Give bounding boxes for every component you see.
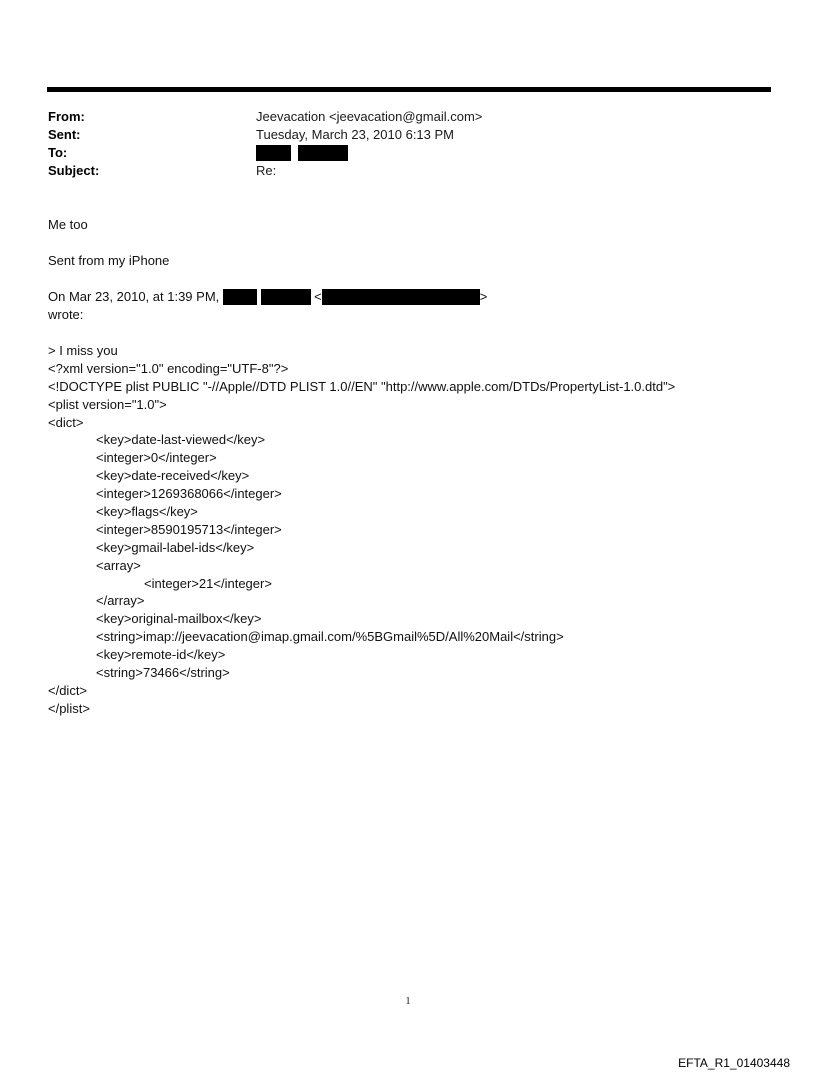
- redaction-box: [261, 289, 311, 305]
- xml-line: <integer>0</integer>: [96, 450, 217, 466]
- xml-line: <!DOCTYPE plist PUBLIC "-//Apple//DTD PLIST 1.0//EN" "http://www.apple.com/DTDs/PropertyList-1.0.dtd">: [48, 378, 676, 394]
- xml-line: <key>flags</key>: [96, 504, 198, 520]
- xml-line: <integer>1269368066</integer>: [96, 486, 282, 502]
- redaction-box: [256, 145, 291, 161]
- xml-line: </array>: [96, 593, 145, 609]
- from-label: From:: [48, 109, 85, 124]
- to-row: [48, 144, 748, 162]
- quote-intro: [48, 288, 487, 306]
- sent-row: [48, 126, 748, 144]
- xml-line: <?xml version="1.0" encoding="UTF-8"?>: [48, 360, 289, 376]
- sent-label: Sent:: [48, 127, 81, 142]
- xml-line: <key>remote-id</key>: [96, 647, 226, 663]
- xml-line: </dict>: [48, 682, 88, 698]
- xml-line: <dict>: [48, 414, 84, 430]
- to-value: [256, 144, 348, 162]
- xml-line: <key>gmail-label-ids</key>: [96, 539, 255, 555]
- redaction-box: [322, 289, 480, 305]
- bates-number: EFTA_R1_01403448: [678, 1056, 790, 1070]
- body-line: Me too: [48, 217, 88, 232]
- quote-intro-gt: >: [479, 289, 488, 304]
- xml-line: <plist version="1.0">: [48, 396, 167, 412]
- signature-line: Sent from my iPhone: [48, 253, 170, 268]
- from-value: Jeevacation <jeevacation@gmail.com>: [256, 109, 483, 124]
- email-header: [48, 108, 748, 180]
- xml-line: > I miss you: [48, 343, 118, 358]
- xml-line: </plist>: [48, 700, 90, 716]
- subject-value: Re:: [256, 163, 277, 178]
- from-row: [48, 108, 748, 126]
- xml-line: <key>date-last-viewed</key>: [96, 432, 266, 448]
- plist-xml-block: [48, 342, 675, 718]
- redaction-box: [298, 145, 348, 161]
- redaction-box: [223, 289, 257, 305]
- xml-line: <string>73466</string>: [96, 665, 230, 681]
- sent-value: Tuesday, March 23, 2010 6:13 PM: [256, 127, 454, 142]
- quote-intro-wrote: wrote:: [48, 307, 84, 322]
- page-number: 1: [405, 995, 411, 1007]
- to-label: To:: [48, 145, 68, 160]
- quote-intro-prefix: On Mar 23, 2010, at 1:39 PM,: [48, 289, 220, 304]
- xml-line: <key>date-received</key>: [96, 468, 250, 484]
- subject-row: [48, 162, 748, 180]
- subject-label: Subject:: [48, 163, 100, 178]
- xml-line: <integer>21</integer>: [144, 575, 272, 591]
- xml-line: <integer>8590195713</integer>: [96, 521, 282, 537]
- xml-line: <key>original-mailbox</key>: [96, 611, 262, 627]
- xml-line: <string>imap://jeevacation@imap.gmail.com/%5BGmail%5D/All%20Mail</string>: [96, 629, 564, 645]
- quote-intro-lt: <: [314, 289, 322, 304]
- xml-line: <array>: [96, 557, 141, 573]
- header-rule: [47, 87, 771, 92]
